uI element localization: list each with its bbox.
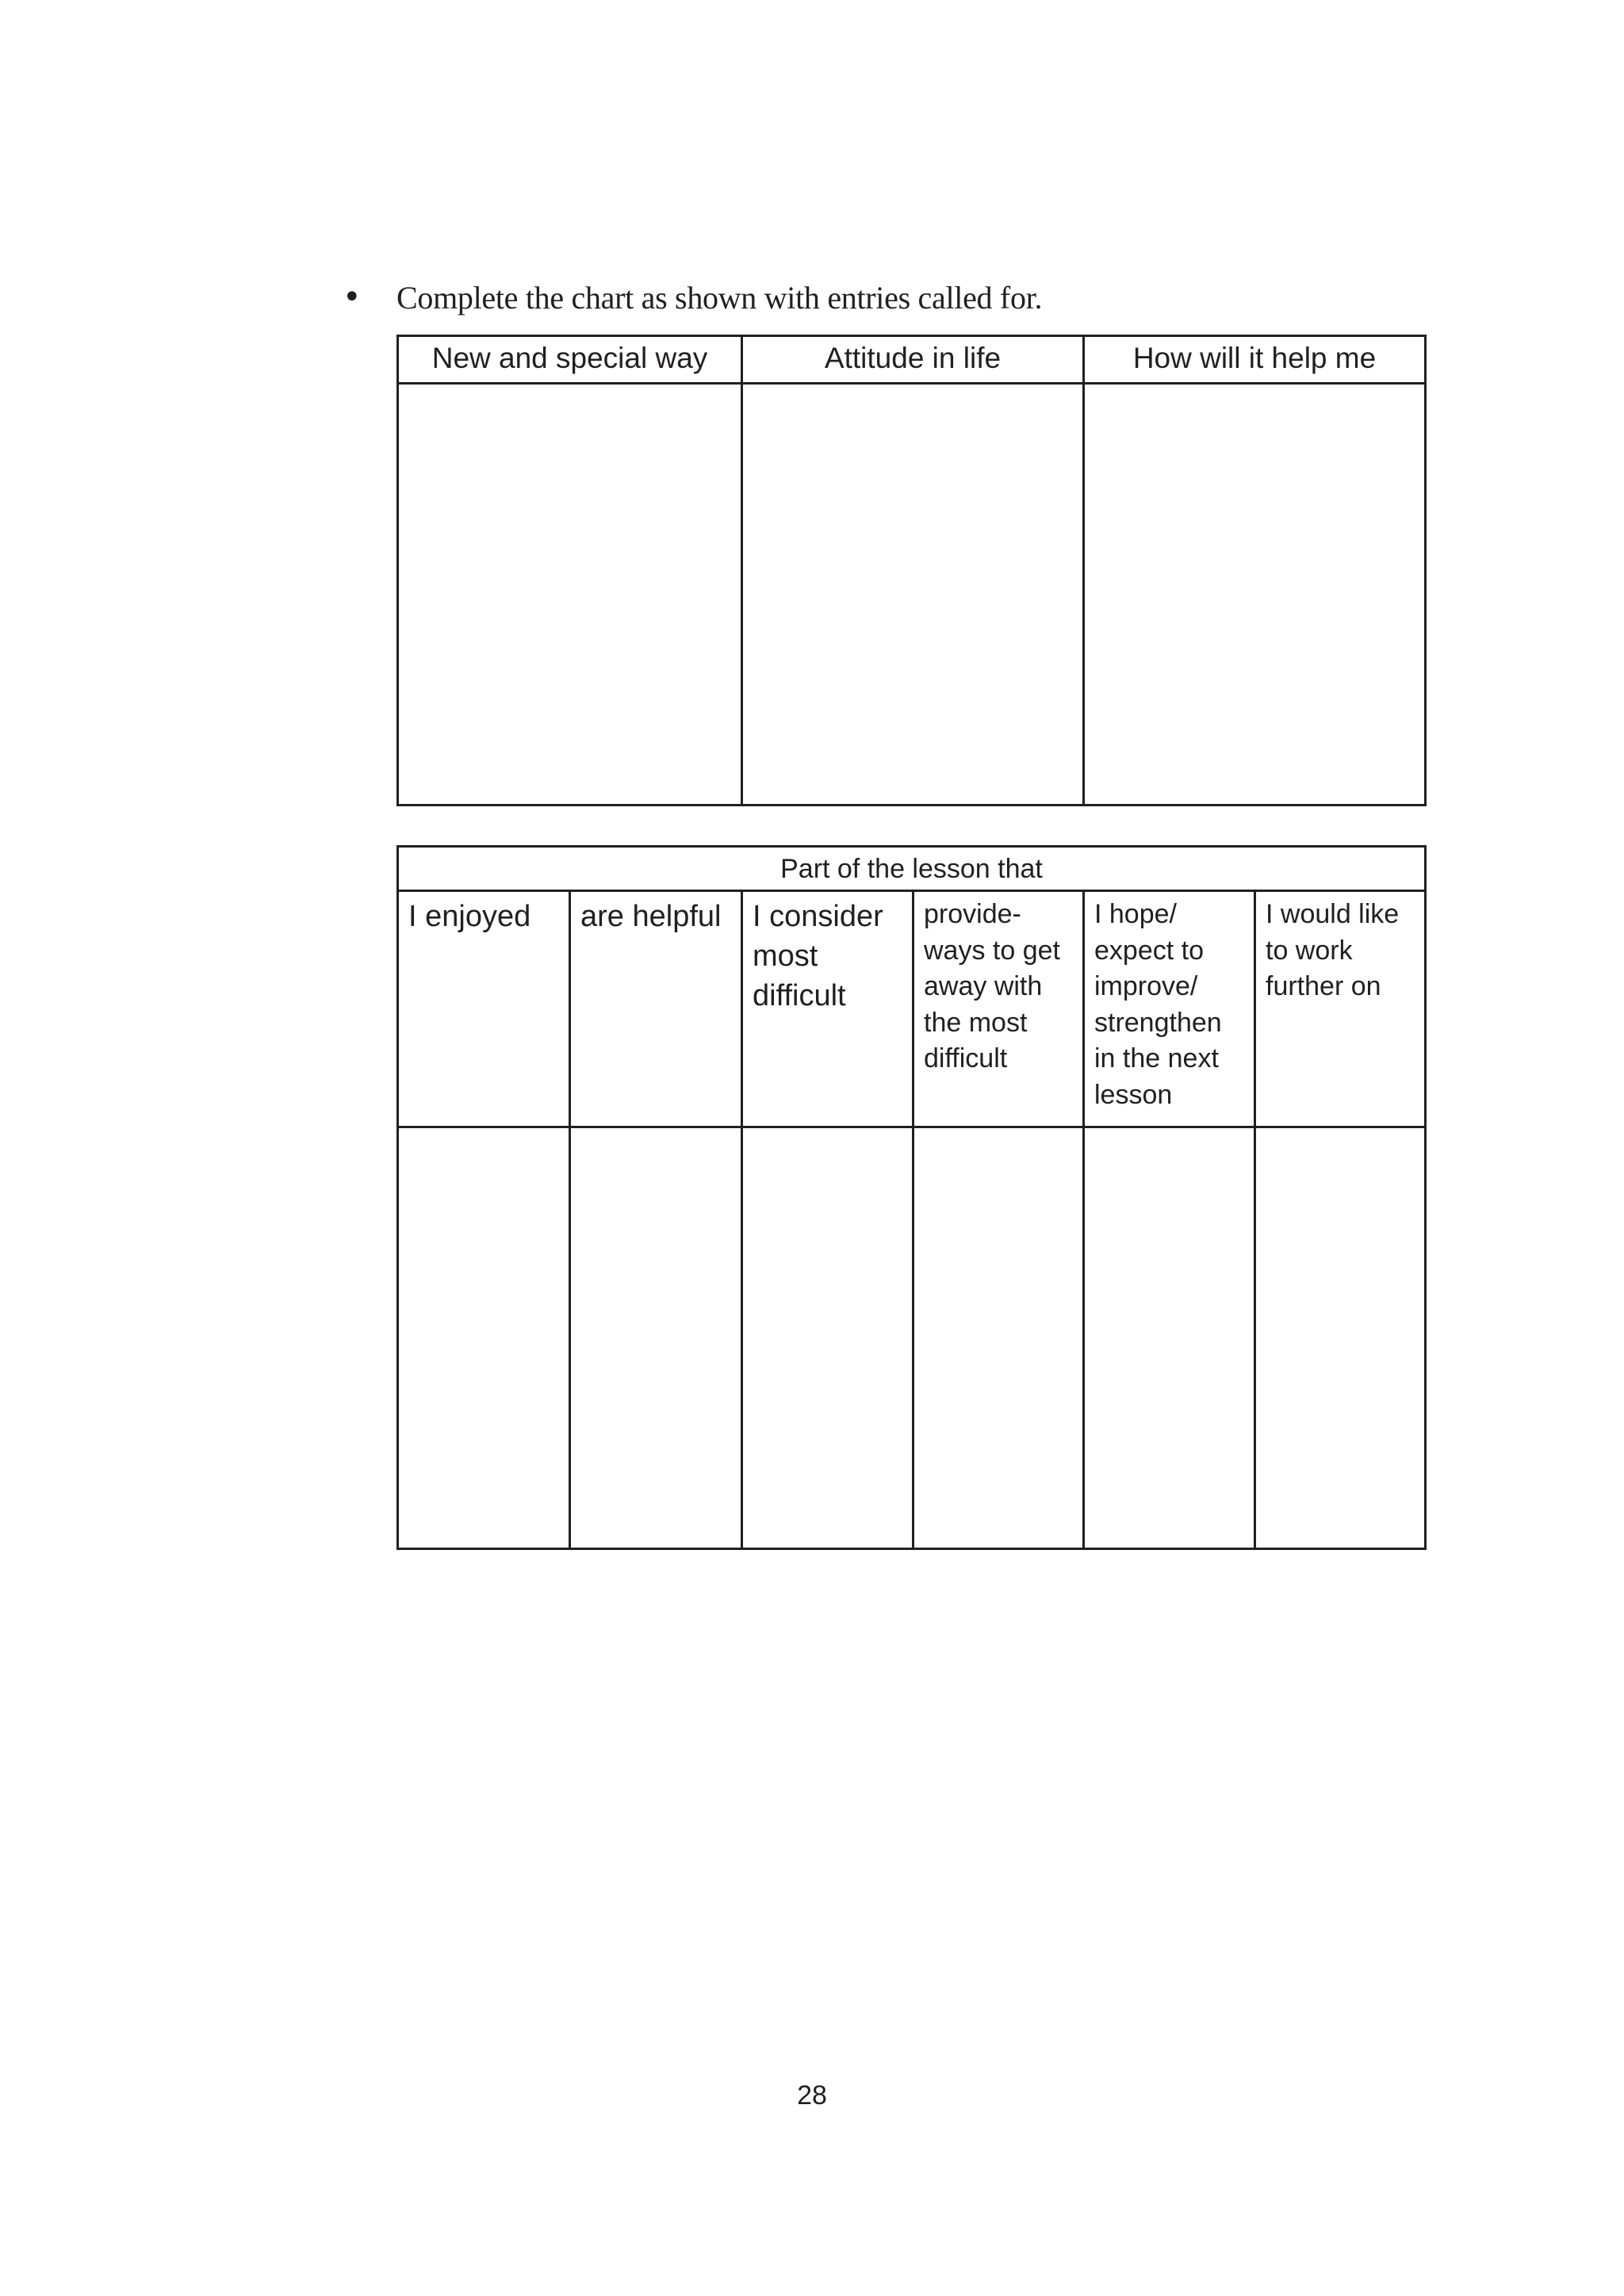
header-i-hope-expect: I hope/ expect to improve/ strengthen in the next lesson: [1094, 899, 1222, 1110]
bullet: •: [343, 279, 362, 316]
entry-cell[interactable]: [399, 1128, 569, 1548]
reflection-chart: [396, 335, 1427, 806]
header-are-helpful: are helpful: [580, 900, 722, 933]
entry-cell[interactable]: [571, 1128, 741, 1548]
header-i-enjoyed: I enjoyed: [408, 900, 531, 933]
page-number: 28: [797, 2080, 827, 2110]
entry-cell[interactable]: [743, 385, 1082, 804]
header-how-will-it-help-me: How will it help me: [1132, 342, 1377, 374]
header-new-and-special-way: New and special way: [431, 342, 708, 374]
lesson-chart-title: Part of the lesson that: [780, 854, 1043, 884]
entry-cell[interactable]: [1085, 1128, 1254, 1548]
header-i-would-like: I would like to work further on: [1266, 899, 1400, 1001]
header-i-consider-most-difficult: I consider most difficult: [753, 900, 883, 1012]
entry-cell[interactable]: [743, 1128, 912, 1548]
header-provide-ways: provide- ways to get away with the most difficult: [924, 899, 1060, 1073]
lesson-chart: [396, 845, 1427, 1550]
entry-cell[interactable]: [399, 385, 741, 804]
entry-cell[interactable]: [914, 1128, 1082, 1548]
instruction-text: Complete the chart as shown with entries called for.: [396, 280, 1043, 316]
entry-cell[interactable]: [1085, 385, 1424, 804]
header-attitude-in-life: Attitude in life: [824, 342, 1002, 374]
entry-cell[interactable]: [1256, 1128, 1424, 1548]
